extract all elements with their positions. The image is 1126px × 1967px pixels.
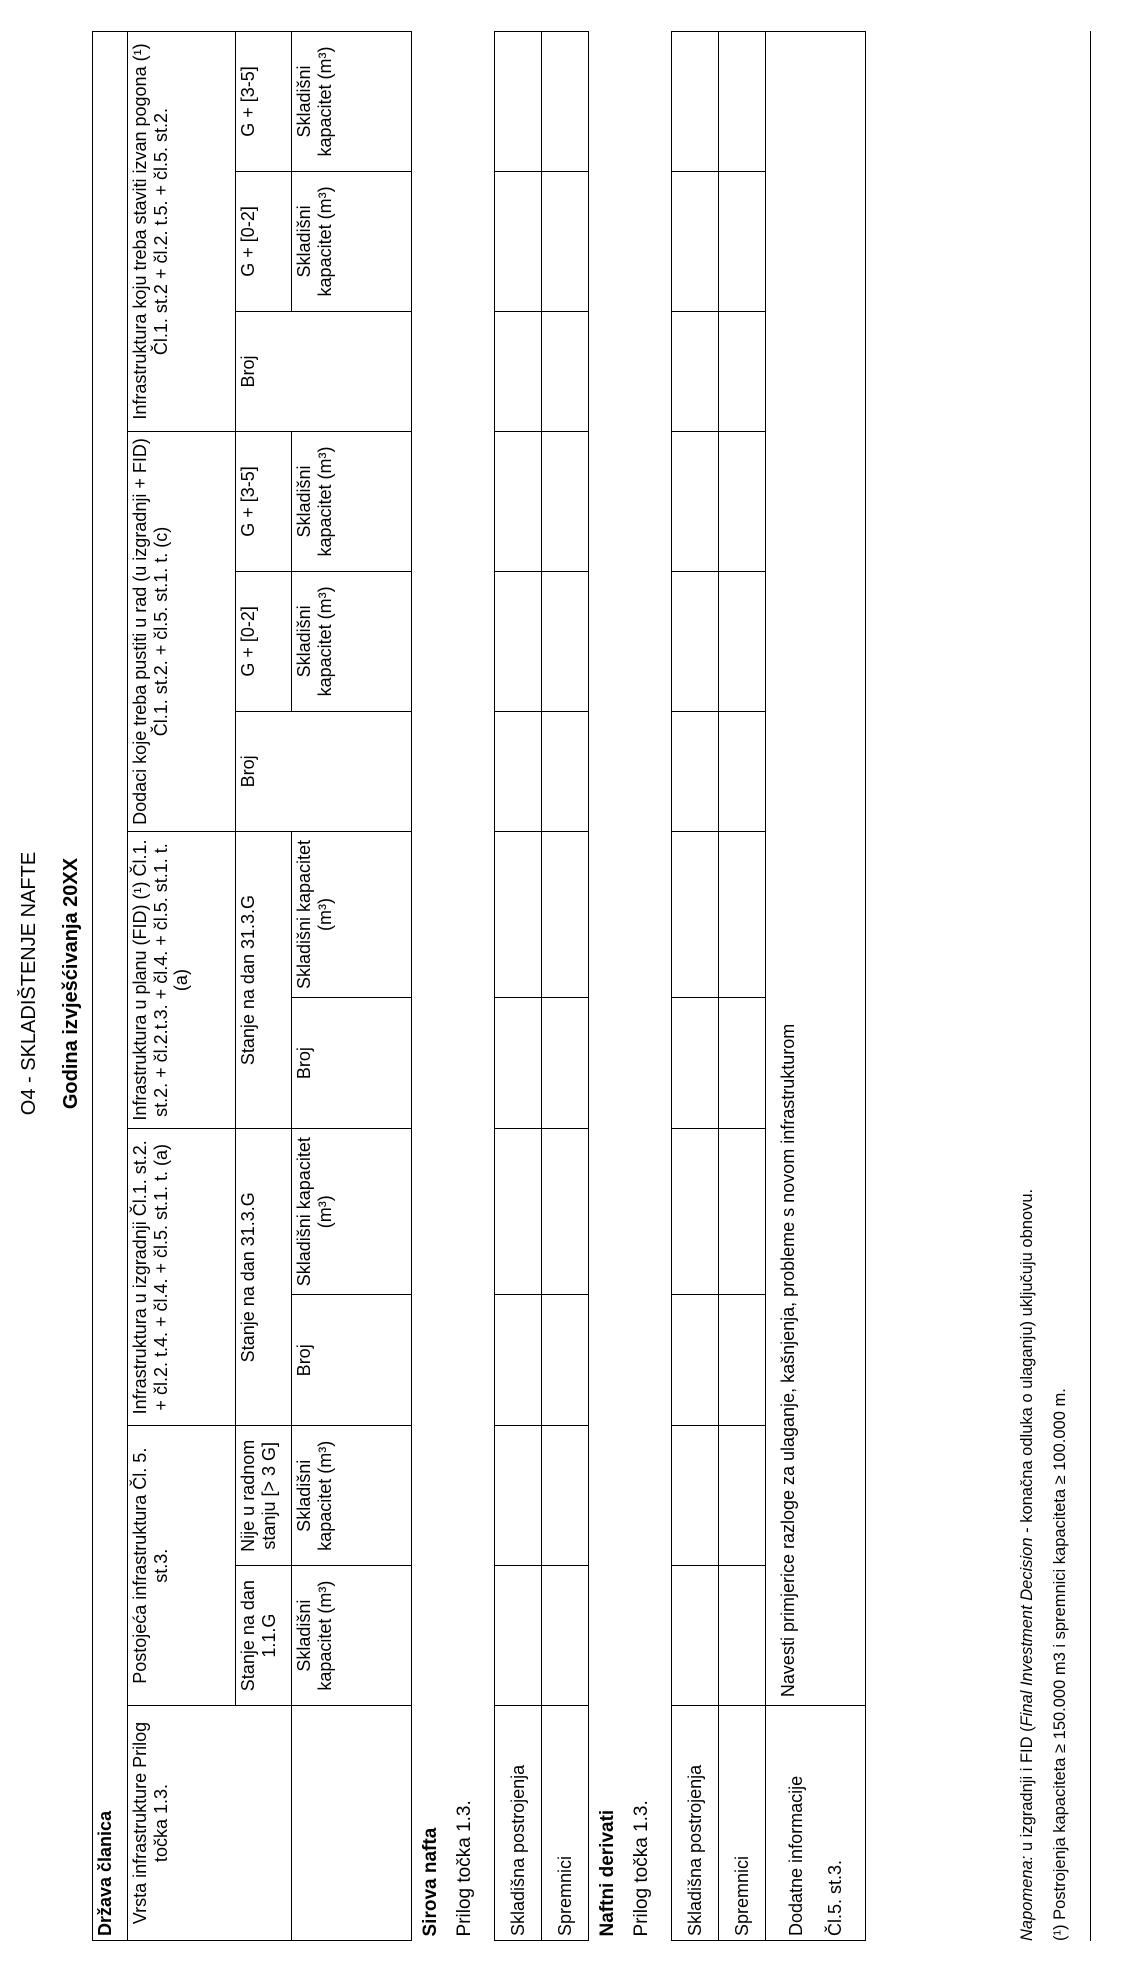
napomena-text-a: u izgradnji i FID ( (1018, 1726, 1036, 1852)
table-row (719, 32, 766, 1941)
table-cell[interactable] (672, 1129, 719, 1295)
section-title: Sirova nafta (420, 1827, 441, 1937)
decommission-g02-capacity-header: Skladišni kapacitet (m³) (292, 172, 412, 312)
table-cell[interactable] (719, 32, 766, 172)
table-cell[interactable] (495, 311, 542, 431)
additional-info-title: Dodatne informacije (785, 1775, 806, 1936)
table-cell[interactable] (672, 32, 719, 172)
decommission-g35-header: G + [3-5] (236, 32, 292, 172)
table-cell[interactable] (495, 1295, 542, 1426)
row-label: Spremnici (542, 1706, 589, 1941)
planned-count-header: Broj (292, 998, 412, 1129)
table-row (495, 32, 542, 1941)
table-cell[interactable] (495, 1566, 542, 1706)
additions-g02-capacity-header: Skladišni kapacitet (m³) (292, 571, 412, 711)
table-cell[interactable] (672, 311, 719, 431)
reporting-year: Godina izvješćivanja 20XX (60, 857, 82, 1110)
table-cell[interactable] (719, 998, 766, 1129)
table-cell[interactable] (719, 571, 766, 711)
construction-count-header: Broj (292, 1295, 412, 1426)
additions-header: Dodaci koje treba pustiti u rad (u izgradnji + FID) Čl.1. st.2. + čl.5. st.1. t. (c) (128, 432, 236, 832)
table-cell[interactable] (719, 432, 766, 572)
table-cell[interactable] (542, 831, 589, 997)
country-label: Država članica (93, 32, 128, 1941)
form-title: O4 - SKLADIŠTENJE NAFTE (18, 851, 40, 1116)
table-cell[interactable] (495, 1426, 542, 1566)
additions-g35-header: G + [3-5] (236, 432, 292, 572)
additional-info-instruction: Navesti primjerice razloge za ulaganje, kašnjenja, probleme s novom infrastrukturom (778, 1023, 798, 1698)
row-label: Spremnici (719, 1706, 766, 1941)
existing-infrastructure-header: Postojeća infrastruktura Čl. 5. st.3. (128, 1426, 236, 1706)
table-cell[interactable] (672, 1566, 719, 1706)
table-cell[interactable] (495, 571, 542, 711)
table-cell[interactable] (542, 711, 589, 831)
table-cell[interactable] (542, 32, 589, 172)
table-cell[interactable] (719, 311, 766, 431)
existing-capacity-header: Skladišni kapacitet (m³) (292, 1566, 412, 1706)
table-cell[interactable] (719, 831, 766, 997)
additional-info-field[interactable] (766, 32, 866, 1706)
section-ref: Prilog točka 1.3. (630, 1800, 652, 1937)
napomena-label: Napomena: (1018, 1855, 1036, 1941)
table-cell[interactable] (495, 998, 542, 1129)
construction-state-header: Stanje na dan 31.3.G (236, 1129, 292, 1426)
existing-state-header: Stanje na dan 1.1.G (236, 1566, 292, 1706)
not-operational-header: Nije u radnom stanju [> 3 G] (236, 1426, 292, 1566)
decommission-g02-header: G + [0-2] (236, 172, 292, 312)
not-operational-capacity-header: Skladišni kapacitet (m³) (292, 1426, 412, 1566)
section-ref: Prilog točka 1.3. (453, 1800, 475, 1937)
table-cell[interactable] (672, 998, 719, 1129)
table-cell[interactable] (672, 1295, 719, 1426)
bottom-rule (1090, 31, 1091, 1941)
type-spacer (292, 1706, 412, 1941)
table-cell[interactable] (672, 1426, 719, 1566)
decommission-g35-capacity-header: Skladišni kapacitet (m³) (292, 32, 412, 172)
planned-fid-header: Infrastruktura u planu (FID) (¹) Čl.1. st.2. + čl.2.t.3. + čl.4. + čl.5. st.1. t. (a) (128, 831, 236, 1128)
under-construction-header: Infrastruktura u izgradnji Čl.1. st.2. + čl.2. t.4. + čl.4. + čl.5. st.1. t. (a) (128, 1129, 236, 1426)
napomena-italic: Final Investment Decision (1018, 1537, 1036, 1727)
table-cell[interactable] (495, 711, 542, 831)
table-cell[interactable] (495, 831, 542, 997)
table-cell[interactable] (672, 711, 719, 831)
table-cell[interactable] (719, 172, 766, 312)
table-cell[interactable] (495, 432, 542, 572)
footnotes (1017, 1189, 1082, 1941)
table-cell[interactable] (542, 311, 589, 431)
planned-capacity-header: Skladišni kapacitet (m³) (292, 831, 412, 997)
table-cell[interactable] (495, 1129, 542, 1295)
table-cell[interactable] (495, 172, 542, 312)
row-label: Skladišna postrojenja (495, 1706, 542, 1941)
table-cell[interactable] (672, 172, 719, 312)
table-cell[interactable] (542, 172, 589, 312)
table-cell[interactable] (719, 1129, 766, 1295)
section-crude-oil (412, 32, 495, 1941)
table-cell[interactable] (719, 711, 766, 831)
table-cell[interactable] (542, 1426, 589, 1566)
table-cell[interactable] (542, 1566, 589, 1706)
table-cell[interactable] (542, 1129, 589, 1295)
napomena-note (1017, 1189, 1038, 1941)
table-cell[interactable] (672, 571, 719, 711)
table-cell[interactable] (672, 831, 719, 997)
planned-state-header: Stanje na dan 31.3.G (236, 831, 292, 1128)
additional-info-label (766, 1706, 866, 1941)
napomena-text-b: - konačna odluka o ulaganju) uključuju obnovu. (1018, 1188, 1036, 1533)
storage-table (92, 31, 866, 1941)
table-cell[interactable] (719, 1295, 766, 1426)
table-row (672, 32, 719, 1941)
table-cell[interactable] (495, 32, 542, 172)
additional-info-ref: Čl.5. st.3. (824, 1859, 845, 1936)
decommission-count-header: Broj (236, 311, 412, 431)
decommission-header: Infrastruktura koju treba staviti izvan pogona (¹) Čl.1. st.2 + čl.2. t.5. + čl.5. st.2. (128, 32, 236, 432)
section-title: Naftni derivati (597, 1809, 618, 1937)
additions-g35-capacity-header: Skladišni kapacitet (m³) (292, 432, 412, 572)
additions-g02-header: G + [0-2] (236, 571, 292, 711)
footnote-1: (¹) Postrojenja kapaciteta ≥ 150.000 m3 i spremnici kapaciteta ≥ 100.000 m. (1050, 1388, 1069, 1941)
table-cell[interactable] (719, 1426, 766, 1566)
table-cell[interactable] (542, 432, 589, 572)
additions-count-header: Broj (236, 711, 412, 831)
row-label: Skladišna postrojenja (672, 1706, 719, 1941)
construction-capacity-header: Skladišni kapacitet (m³) (292, 1129, 412, 1295)
table-row (542, 32, 589, 1941)
table-cell[interactable] (542, 1295, 589, 1426)
section-petroleum-products (589, 32, 672, 1941)
infrastructure-type-header: Vrsta infrastrukture Prilog točka 1.3. (128, 1706, 292, 1941)
table-cell[interactable] (542, 571, 589, 711)
table-cell[interactable] (542, 998, 589, 1129)
table-cell[interactable] (719, 1566, 766, 1706)
table-cell[interactable] (672, 432, 719, 572)
